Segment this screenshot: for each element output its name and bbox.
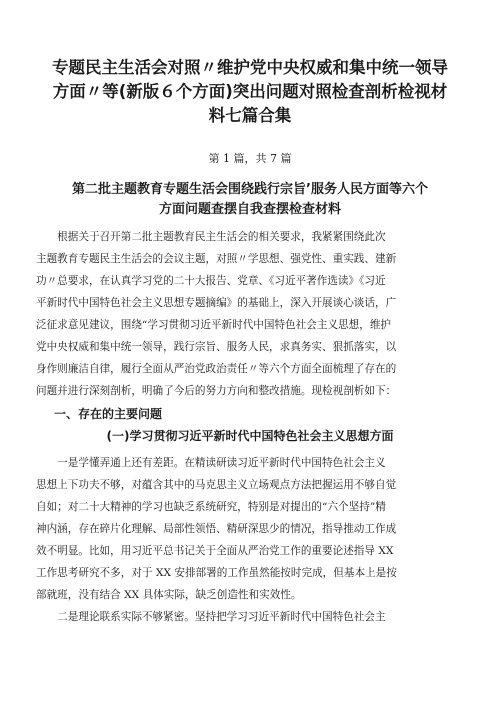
- document-title-line: 方面〃等(新版６个方面)突出问题对照检查剖析检视材: [52, 82, 448, 101]
- body-paragraph: [36, 452, 464, 606]
- text-line: 自如；对二十大精神的学习也缺乏系统研究，特别是对提出的“六个坚持”精: [36, 501, 386, 513]
- body-paragraph: [36, 606, 464, 628]
- article-counter: 第 1 篇，共 7 篇: [208, 152, 292, 165]
- text-line: 神内涵，存在碎片化理解、局部性领悟、精研深思少的情况，指导推动工作成: [36, 523, 397, 535]
- subsection-heading: (一)学习贯彻习近平新时代中国特色社会主义思想方面: [106, 429, 394, 443]
- text-line: 功〃总要求，在认真学习党的二十大报告、党章、《习近平著作选读》《习近: [36, 275, 386, 287]
- text-line: 部就班，没有结合 XX 具体实际，缺乏创造性和实效性。: [36, 589, 302, 601]
- text-line: 主题教育专题民主生活会的会议主题，对照〃学思想、强党性、重实践、建新: [36, 253, 397, 265]
- text-line: 二是理论联系实际不够紧密。坚持把学习习近平新时代中国特色社会主: [36, 611, 386, 623]
- text-line: 平新时代中国特色社会主义思想专题摘编》的基础上，深入开展谈心谈话，广: [36, 297, 397, 309]
- text-line: 根据关于召开第二批主题教育民主生活会的相关要求，我紧紧围绕此次: [36, 231, 386, 243]
- text-line: 一是学懂弄通上还有差距。在精读研读习近平新时代中国特色社会主义: [36, 457, 386, 469]
- document-title-line: 专题民主生活会对照〃维护党中央权威和集中统一领导: [52, 58, 448, 77]
- document-title: [36, 0, 464, 128]
- intro-paragraph: [36, 226, 464, 402]
- text-line: 思想上下功夫不够，对蕴含其中的马克思主义立场观点方法把握运用不够自觉: [36, 479, 397, 491]
- text-line: 身作则廉洁自律，履行全面从严治党政治责任〃等六个方面全面梳理了存在的: [36, 363, 397, 375]
- text-line: 工作思考研究不多，对于 XX 安排部署的工作虽然能按时完成，但基本上是按: [36, 567, 397, 579]
- text-line: 效不明显。比如，用习近平总书记关于全面从严治党工作的重要论述指导 XX: [36, 545, 394, 557]
- article-title-line: 第二批主题教育专题生活会围绕践行宗旨’服务人民方面等六个: [72, 182, 428, 197]
- section-heading: 一、存在的主要问题: [54, 407, 163, 421]
- text-line: 党中央权威和集中统一领导，践行宗旨、服务人民，求真务实、狠抓落实，以: [36, 341, 397, 353]
- article-title: [36, 180, 464, 220]
- article-title-line: 方面问题查摆自我查摆检查材料: [158, 202, 341, 217]
- text-line: 泛征求意见建议，围绕“学习贯彻习近平新时代中国特色社会主义思想，维护: [36, 319, 392, 331]
- document-title-line: 料七篇合集: [208, 106, 292, 125]
- text-line: 问题并进行深刻剖析，明确了今后的努力方向和整改措施。现检视剖析如下：: [36, 385, 397, 397]
